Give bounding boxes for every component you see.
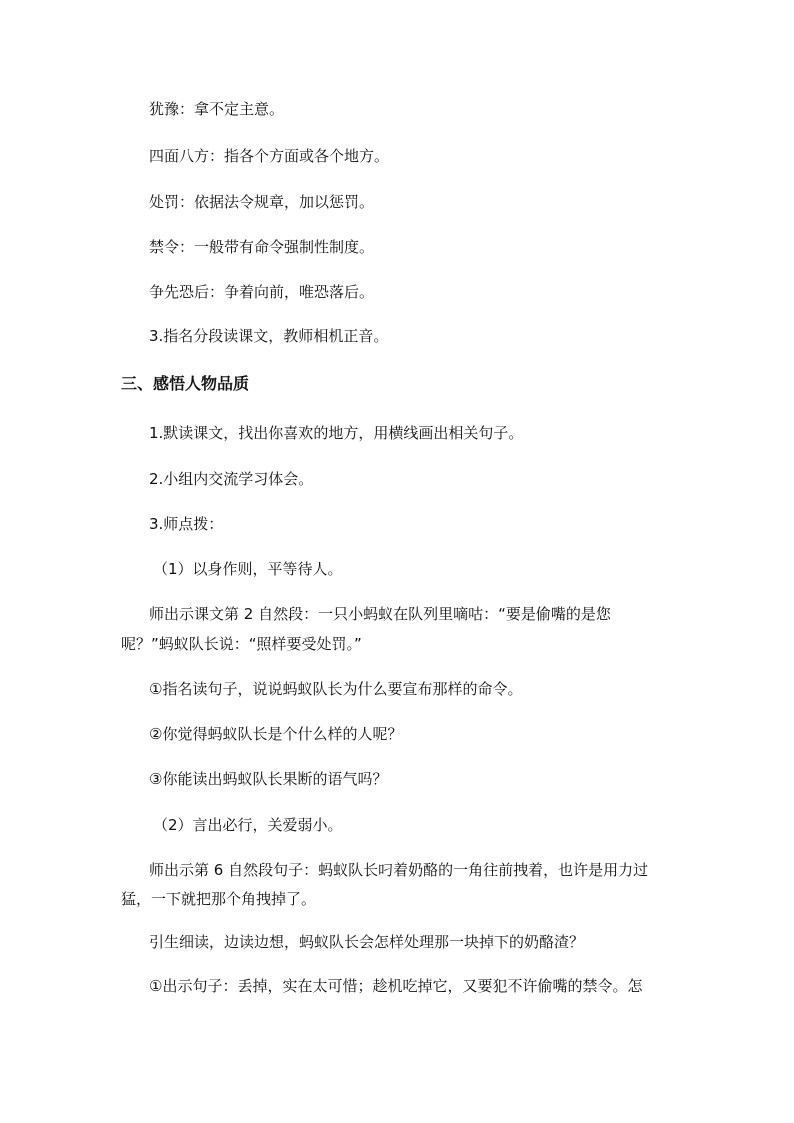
glossary-item: 犹豫：拿不定主意。 [149,100,285,118]
glossary-item: 四面八方：指各个方面或各个地方。 [149,147,390,165]
paragraph-line: 师出示课文第 2 自然段：一只小蚂蚁在队列里嘀咕：“要是偷嘴的是您 [149,605,611,623]
section-item: 1.默读课文，找出你喜欢的地方，用横线画出相关句子。 [149,424,524,442]
question-item: ③你能读出蚂蚁队长果断的语气吗？ [149,770,388,788]
glossary-item: 处罚：依据法令规章，加以惩罚。 [149,193,375,211]
sub-point: （1）以身作则，平等待人。 [153,560,343,578]
paragraph-line: 猛，一下就把那个角拽掉了。 [121,890,317,908]
paragraph-line: 呢？”蚂蚁队长说：“照样要受处罚。” [121,635,362,653]
paragraph-line: 引生细读，边读边想，蚂蚁队长会怎样处理那一块掉下的奶酪渣？ [149,933,585,951]
glossary-item: 争先恐后：争着向前，唯恐落后。 [149,283,375,301]
paragraph-line: ①出示句子：丢掉，实在太可惜；趁机吃掉它，又要犯不许偷嘴的禁令。怎 [149,977,643,995]
glossary-item: 禁令：一般带有命令强制性制度。 [149,238,375,256]
section-item: 3.师点拨： [149,515,224,533]
sub-point: （2）言出必行，关爱弱小。 [153,816,343,834]
step-3-text: 3.指名分段读课文，教师相机正音。 [149,327,389,345]
question-item: ②你觉得蚂蚁队长是个什么样的人呢？ [149,725,403,743]
question-item: ①指名读句子，说说蚂蚁队长为什么要宣布那样的命令。 [149,680,523,698]
paragraph-line: 师出示第 6 自然段句子：蚂蚁队长叼着奶酪的一角往前拽着，也许是用力过 [149,861,649,879]
section-heading: 三、感悟人物品质 [121,374,250,393]
section-item: 2.小组内交流学习体会。 [149,470,314,488]
